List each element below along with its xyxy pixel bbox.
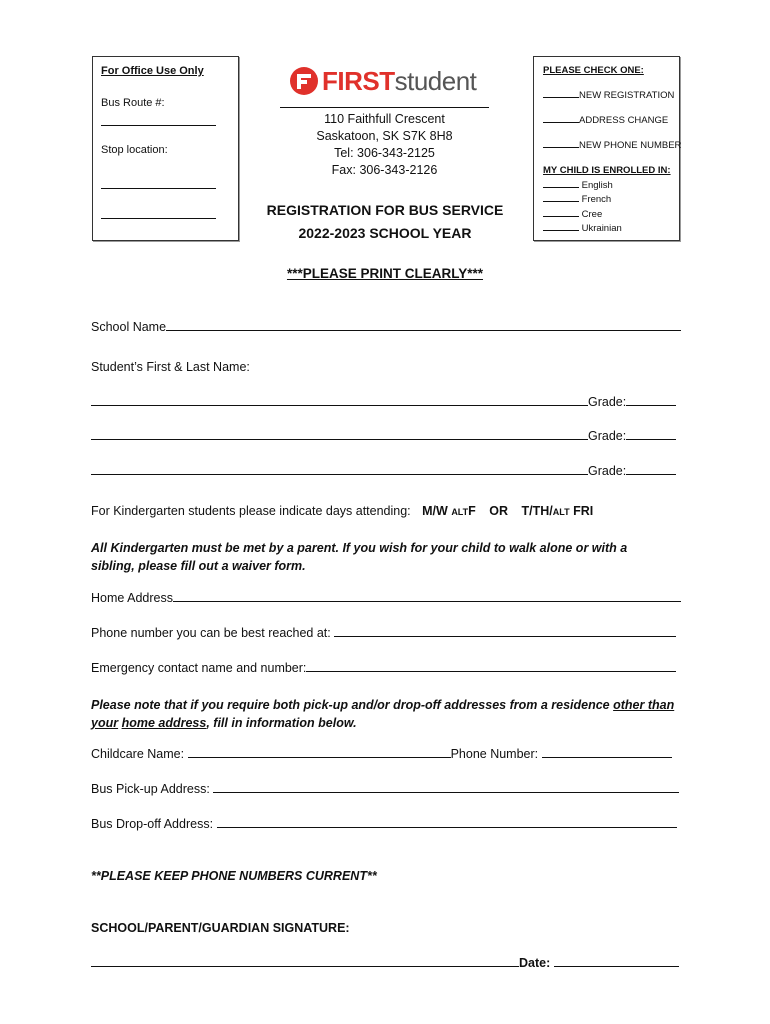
phone-number-row xyxy=(91,626,676,640)
option-new-registration[interactable] xyxy=(543,90,674,101)
check-one-title: PLEASE CHECK ONE: xyxy=(543,65,644,76)
home-address-row xyxy=(91,591,681,605)
stop-location-label: Stop location: xyxy=(101,144,168,156)
kinder-option-text: F xyxy=(468,504,476,518)
office-use-title: For Office Use Only xyxy=(101,65,204,77)
grade-field[interactable] xyxy=(626,439,676,440)
bus-dropoff-field[interactable] xyxy=(217,827,677,828)
bus-route-field[interactable] xyxy=(101,117,216,126)
company-tel: Tel: 306-343-2125 xyxy=(334,146,435,160)
language-label: English xyxy=(581,180,613,191)
home-address-label: Home Address xyxy=(91,591,173,605)
option-address-change[interactable] xyxy=(543,115,668,126)
checkbox-line[interactable] xyxy=(543,201,579,202)
language-label: Cree xyxy=(581,209,603,220)
grade-field[interactable] xyxy=(626,474,676,475)
student-row-3 xyxy=(91,464,676,478)
school-name-row xyxy=(91,320,681,334)
keep-phone-current-note: **PLEASE KEEP PHONE NUMBERS CURRENT** xyxy=(91,869,377,883)
student-row-1 xyxy=(91,395,676,409)
company-address xyxy=(280,111,489,179)
kinder-or: OR xyxy=(489,504,509,518)
home-address-field[interactable] xyxy=(173,601,681,602)
childcare-phone-label: Phone Number: xyxy=(450,747,539,761)
kinder-alt-text: ALT xyxy=(451,507,469,517)
kinder-option-text: M/W xyxy=(422,504,448,518)
bus-dropoff-row xyxy=(91,817,677,831)
logo-underline xyxy=(280,107,489,108)
enrolled-title: MY CHILD IS ENROLLED IN: xyxy=(543,165,671,176)
bus-dropoff-label: Bus Drop-off Address: xyxy=(91,817,214,831)
emergency-contact-field[interactable] xyxy=(306,671,676,672)
check-one-box xyxy=(533,56,680,241)
pickup-note-emphasis: other than your xyxy=(91,698,675,730)
childcare-row xyxy=(91,747,672,761)
bus-pickup-row xyxy=(91,782,679,796)
checkbox-line[interactable] xyxy=(543,187,579,188)
childcare-phone-field[interactable] xyxy=(542,757,672,758)
option-label: NEW REGISTRATION xyxy=(579,90,675,101)
stop-location-field-2[interactable] xyxy=(101,210,216,219)
logo-text-student: student xyxy=(394,66,477,96)
student-name-field[interactable] xyxy=(91,439,588,440)
date-field[interactable] xyxy=(554,966,679,967)
kinder-alt-text: ALT xyxy=(552,507,570,517)
language-label: Ukrainian xyxy=(581,223,622,234)
language-french[interactable] xyxy=(543,194,611,205)
address-line-2: Saskatoon, SK S7K 8H8 xyxy=(316,129,453,143)
student-name-field[interactable] xyxy=(91,474,588,475)
childcare-name-label: Childcare Name: xyxy=(91,747,185,761)
grade-label: Grade: xyxy=(588,464,627,478)
student-row-2 xyxy=(91,429,676,443)
form-title-line-1: REGISTRATION FOR BUS SERVICE xyxy=(266,202,504,218)
language-english[interactable] xyxy=(543,180,613,191)
language-label: French xyxy=(581,194,612,205)
student-name-field[interactable] xyxy=(91,405,588,406)
pickup-note-text: Please note that if you require both pick-up and/or drop-off addresses from a residence xyxy=(91,698,610,712)
logo-mark-icon xyxy=(289,66,319,96)
signature-row xyxy=(91,956,679,970)
pickup-note-emphasis: home address xyxy=(121,716,207,730)
checkbox-line[interactable] xyxy=(543,122,579,123)
checkbox-line[interactable] xyxy=(543,97,579,98)
childcare-name-field[interactable] xyxy=(188,757,451,758)
student-name-label: Student’s First & Last Name: xyxy=(91,360,250,374)
checkbox-line[interactable] xyxy=(543,147,579,148)
language-ukrainian[interactable] xyxy=(543,223,622,234)
bus-route-label: Bus Route #: xyxy=(101,97,165,109)
bus-pickup-label: Bus Pick-up Address: xyxy=(91,782,210,796)
bus-pickup-field[interactable] xyxy=(213,792,679,793)
emergency-contact-row xyxy=(91,661,676,675)
grade-label: Grade: xyxy=(588,429,627,443)
form-title xyxy=(250,199,520,245)
print-clearly-heading: ***PLEASE PRINT CLEARLY*** xyxy=(286,266,484,281)
company-fax: Fax: 306-343-2126 xyxy=(331,163,438,177)
language-cree[interactable] xyxy=(543,209,602,220)
signature-field[interactable] xyxy=(91,966,519,967)
checkbox-line[interactable] xyxy=(543,230,579,231)
stop-location-field-1[interactable] xyxy=(101,180,216,189)
pickup-note-text: , fill in information below. xyxy=(206,716,357,730)
kinder-option-text: T/TH/ xyxy=(521,504,553,518)
kindergarten-note: All Kindergarten must be met by a parent. If you wish for your child to walk alone or with a sibling, please fill out a waiver form. xyxy=(91,541,628,573)
kinder-option-text: FRI xyxy=(573,504,594,518)
option-label: ADDRESS CHANGE xyxy=(579,115,669,126)
school-name-field[interactable] xyxy=(166,330,681,331)
kinder-option-tth[interactable] xyxy=(522,504,594,518)
emergency-contact-label: Emergency contact name and number: xyxy=(91,661,307,675)
school-name-label: School Name xyxy=(91,320,167,334)
option-label: NEW PHONE NUMBER xyxy=(579,140,682,151)
kindergarten-label: For Kindergarten students please indicate days attending: xyxy=(91,504,411,518)
form-title-line-2: 2022-2023 SCHOOL YEAR xyxy=(298,225,472,241)
address-line-1: 110 Faithfull Crescent xyxy=(324,112,445,126)
logo-text-first: FIRST xyxy=(322,66,395,96)
grade-label: Grade: xyxy=(588,395,627,409)
date-label: Date: xyxy=(519,956,551,970)
pickup-note xyxy=(91,696,686,732)
signature-label: SCHOOL/PARENT/GUARDIAN SIGNATURE: xyxy=(91,921,350,935)
option-new-phone[interactable] xyxy=(543,140,681,151)
office-use-box xyxy=(92,56,239,241)
kindergarten-row xyxy=(91,504,593,518)
grade-field[interactable] xyxy=(626,405,676,406)
kinder-option-mw[interactable] xyxy=(422,504,476,518)
first-student-logo xyxy=(289,64,484,98)
checkbox-line[interactable] xyxy=(543,216,579,217)
phone-number-label: Phone number you can be best reached at: xyxy=(91,626,331,640)
phone-number-field[interactable] xyxy=(334,636,676,637)
